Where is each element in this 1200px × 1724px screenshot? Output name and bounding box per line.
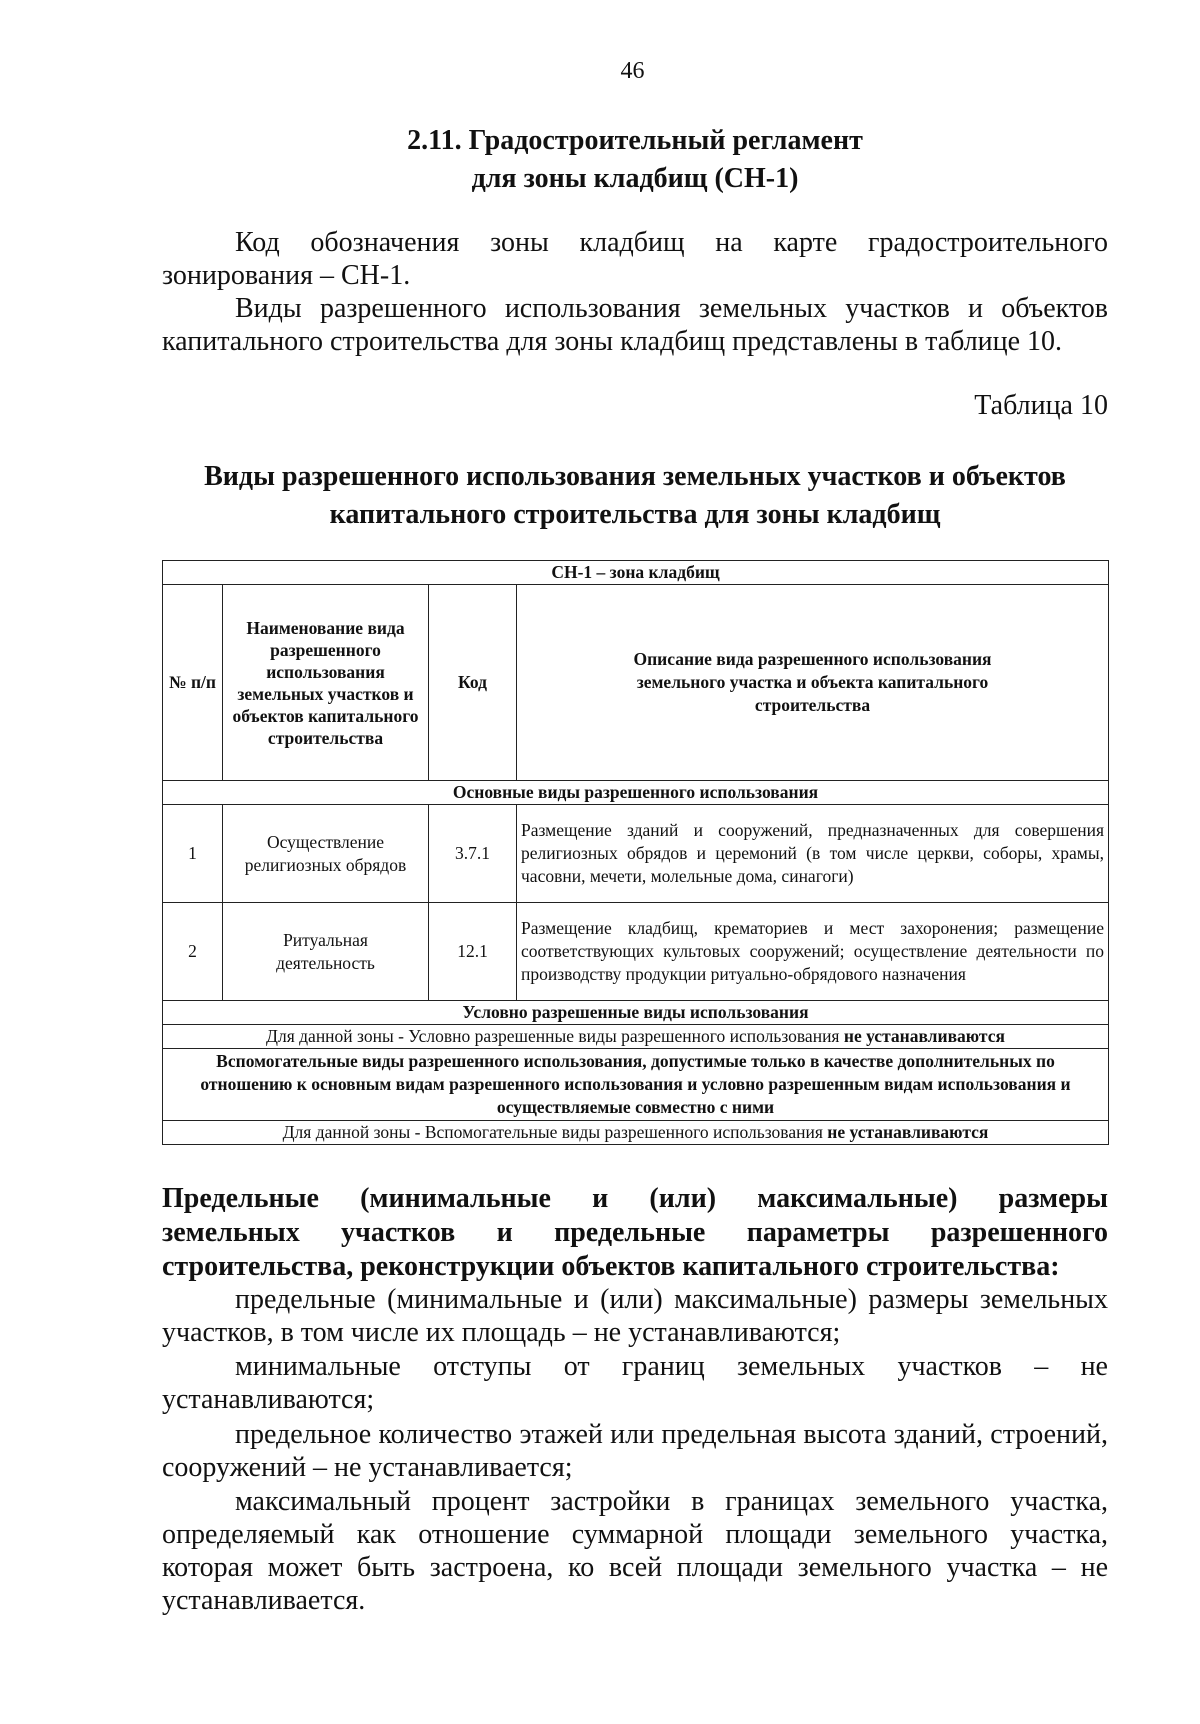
limits-heading-line: земельных участков и предельные параметры разрешенного (162, 1217, 1108, 1248)
zone-code-paragraph: Код обозначения зоны кладбищ на карте градостроительного зонирования – СН-1. (162, 227, 1108, 291)
zone-header-cell: СН-1 – зона кладбищ (163, 561, 1109, 585)
limits-heading (162, 1182, 1108, 1284)
auxiliary-uses-section-row: Вспомогательные виды разрешенного использования, допустимые только в качестве дополнительных по отношению к основным видам разрешенного использования и условно разрешенным видам использования и осуществляемые совместно с ними (163, 1049, 1109, 1121)
header-name-cell: Наименование вида разрешенного использования земельных участков и объектов капитального строительства (223, 585, 429, 781)
row-code-cell: 12.1 (429, 903, 517, 1001)
limits-heading-line: строительства, реконструкции объектов капитального строительства: (162, 1251, 1060, 1282)
conditional-uses-note-row (163, 1025, 1109, 1049)
table-title (162, 458, 1108, 534)
section-title (160, 122, 1110, 198)
limits-heading-line: Предельные (минимальные и (или) максимальные) размеры (162, 1183, 1108, 1214)
table-label: Таблица 10 (974, 390, 1108, 421)
page-number: 46 (620, 58, 645, 84)
note-emphasis: не устанавливаются (843, 1026, 1005, 1046)
note-emphasis: не устанавливаются (827, 1122, 989, 1142)
permitted-uses-paragraph: Виды разрешенного использования земельных участков и объектов капитального строительства для зоны кладбищ представлены в таблице 10. (162, 293, 1108, 357)
row-num-cell: 1 (163, 805, 223, 903)
table-row (163, 805, 1109, 903)
section-title-line: 2.11. Градостроительный регламент (407, 125, 863, 156)
table-title-line: Виды разрешенного использования земельных участков и объектов (204, 461, 1066, 492)
row-desc-cell: Размещение кладбищ, крематориев и мест захоронения; размещение соответствующих культовых сооружений; осуществление деятельности по производству продукции ритуально-обрядового назначения (517, 903, 1109, 1001)
row-name-cell: Ритуальная деятельность (223, 903, 429, 1001)
row-name-cell: Осуществление религиозных обрядов (223, 805, 429, 903)
header-desc-cell: Описание вида разрешенного использования земельного участка и объекта капитального строительства (517, 585, 1109, 781)
table-row (163, 903, 1109, 1001)
limit-paragraph: максимальный процент застройки в границах земельного участка, определяемый как отношение суммарной площади земельного участка, которая может быть застроена, ко всей площади земельного участка – не устанавливается. (162, 1486, 1108, 1616)
permitted-uses-table (162, 560, 1109, 1145)
note-text: Для данной зоны - Вспомогательные виды разрешенного использования (282, 1122, 828, 1142)
limit-paragraph: предельное количество этажей или предельная высота зданий, строений, сооружений – не устанавливается; (162, 1419, 1108, 1483)
section-title-line: для зоны кладбищ (СН-1) (471, 163, 799, 194)
main-uses-section-row: Основные виды разрешенного использования (163, 781, 1109, 805)
row-desc-cell: Размещение зданий и сооружений, предназначенных для совершения религиозных обрядов и церемоний (в том числе церкви, соборы, храмы, часовни, мечети, молельные дома, синагоги) (517, 805, 1109, 903)
header-code-cell: Код (429, 585, 517, 781)
auxiliary-uses-note-row (163, 1121, 1109, 1145)
conditional-uses-section-row: Условно разрешенные виды использования (163, 1001, 1109, 1025)
limit-paragraph: предельные (минимальные и (или) максимальные) размеры земельных участков, в том числе их площадь – не устанавливаются; (162, 1284, 1108, 1348)
note-text: Для данной зоны - Условно разрешенные виды разрешенного использования (266, 1026, 844, 1046)
row-num-cell: 2 (163, 903, 223, 1001)
header-num-cell: № п/п (163, 585, 223, 781)
table-title-line: капитального строительства для зоны кладбищ (329, 499, 941, 530)
limit-paragraph: минимальные отступы от границ земельных участков – не устанавливаются; (162, 1351, 1108, 1415)
row-code-cell: 3.7.1 (429, 805, 517, 903)
